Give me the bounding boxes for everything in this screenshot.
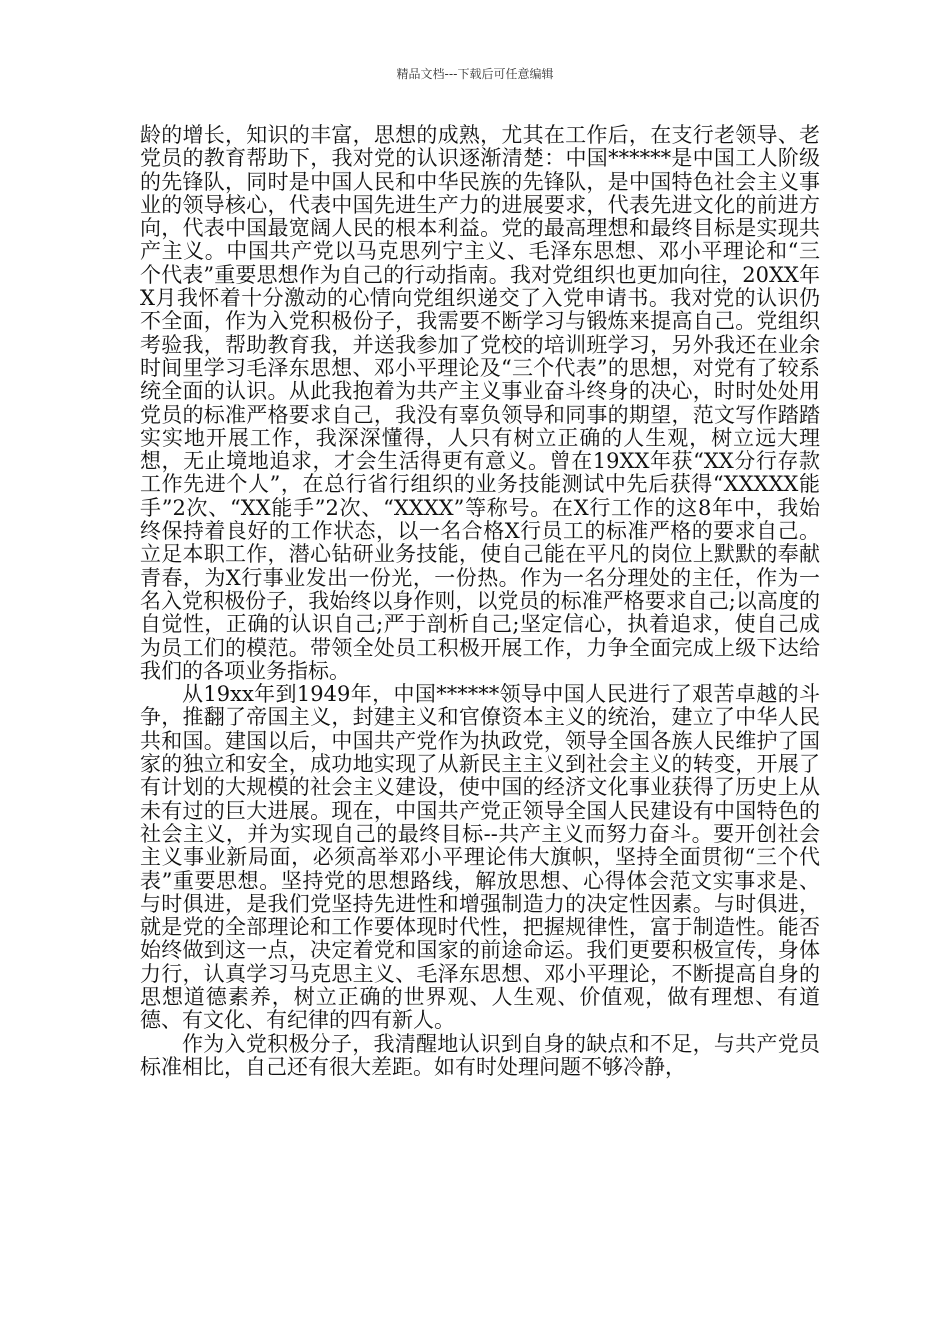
paragraph-3: 作为入党积极分子，我清醒地认识到自身的缺点和不足，与共产党员标准相比，自己还有很大差距。如有时处理问题不够冷静， [140,1031,820,1079]
paragraph-2: 从19xx年到1949年，中国******领导中国人民进行了艰苦卓越的斗争，推翻了帝国主义，封建主义和官僚资本主义的统治，建立了中华人民共和国。建国以后，中国共产党作为执政党，领导全国各族人民维护了国家的独立和安全，成功地实现了从新民主主义到社会主义的转变，开展了有计划的大规模的社会主义建设，使中国的经济文化事业获得了历史上从未有过的巨大进展。现在，中国共产党正领导全国人民建设有中国特色的社会主义，并为实现自己的最终目标--共产主义而努力奋斗。要开创社会主义事业新局面，必须高举邓小平理论伟大旗帜，坚持全面贯彻“三个代表”重要思想。坚持党的思想路线，解放思想、心得体会范文实事求是、与时俱进，是我们党坚持先进性和增强制造力的决定性因素。与时俱进，就是党的全部理论和工作要体现时代性，把握规律性，富于制造性。能否始终做到这一点，决定着党和国家的前途命运。我们更要积极宣传，身体力行，认真学习马克思主义、毛泽东思想、邓小平理论，不断提高自身的思想道德素养，树立正确的世界观、人生观、价值观，做有理想、有道德、有文化、有纪律的四有新人。 [140,682,820,1033]
document-body [140,124,820,1079]
paragraph-1: 龄的增长，知识的丰富，思想的成熟，尤其在工作后，在支行老领导、老党员的教育帮助下，我对党的认识逐渐清楚：中国******是中国工人阶级的先锋队，同时是中国人民和中华民族的先锋队，是中国特色社会主义事业的领导核心，代表中国先进生产力的进展要求，代表先进文化的前进方向，代表中国最宽阔人民的根本利益。党的最高理想和最终目标是实现共产主义。中国共产党以马克思列宁主义、毛泽东思想、邓小平理论和“三个代表”重要思想作为自己的行动指南。我对党组织也更加向往，20XX年X月我怀着十分激动的心情向党组织递交了入党申请书。我对党的认识仍不全面，作为入党积极份子，我需要不断学习与锻炼来提高自己。党组织考验我，帮助教育我，并送我参加了党校的培训班学习，另外我还在业余时间里学习毛泽东思想、邓小平理论及“三个代表”的思想，对党有了较系统全面的认识。从此我抱着为共产主义事业奋斗终身的决心，时时处处用党员的标准严格要求自己，我没有辜负领导和同事的期望，范文写作踏踏实实地开展工作，我深深懂得，人只有树立正确的人生观，树立远大理想，无止境地追求，才会生活得更有意义。曾在19XX年获“XX分行存款工作先进个人”，在总行省行组织的业务技能测试中先后获得“XXXXX能手”2次、“XX能手”2次、“XXXX”等称号。在X行工作的这8年中，我始终保持着良好的工作状态，以一名合格X行员工的标准严格的要求自己。立足本职工作，潜心钻研业务技能，使自己能在平凡的岗位上默默的奉献青春，为X行事业发出一份光，一份热。作为一名分理处的主任，作为一名入党积极份子，我始终以身作则，以党员的标准严格要求自己;以高度的自觉性，正确的认识自己;严于剖析自己;坚定信心，执着追求，使自己成为员工们的模范。带领全处员工积极开展工作，力争全面完成上级下达给我们的各项业务指标。 [140,123,820,683]
page-header: 精品文档---下载后可任意编辑 [396,67,554,81]
